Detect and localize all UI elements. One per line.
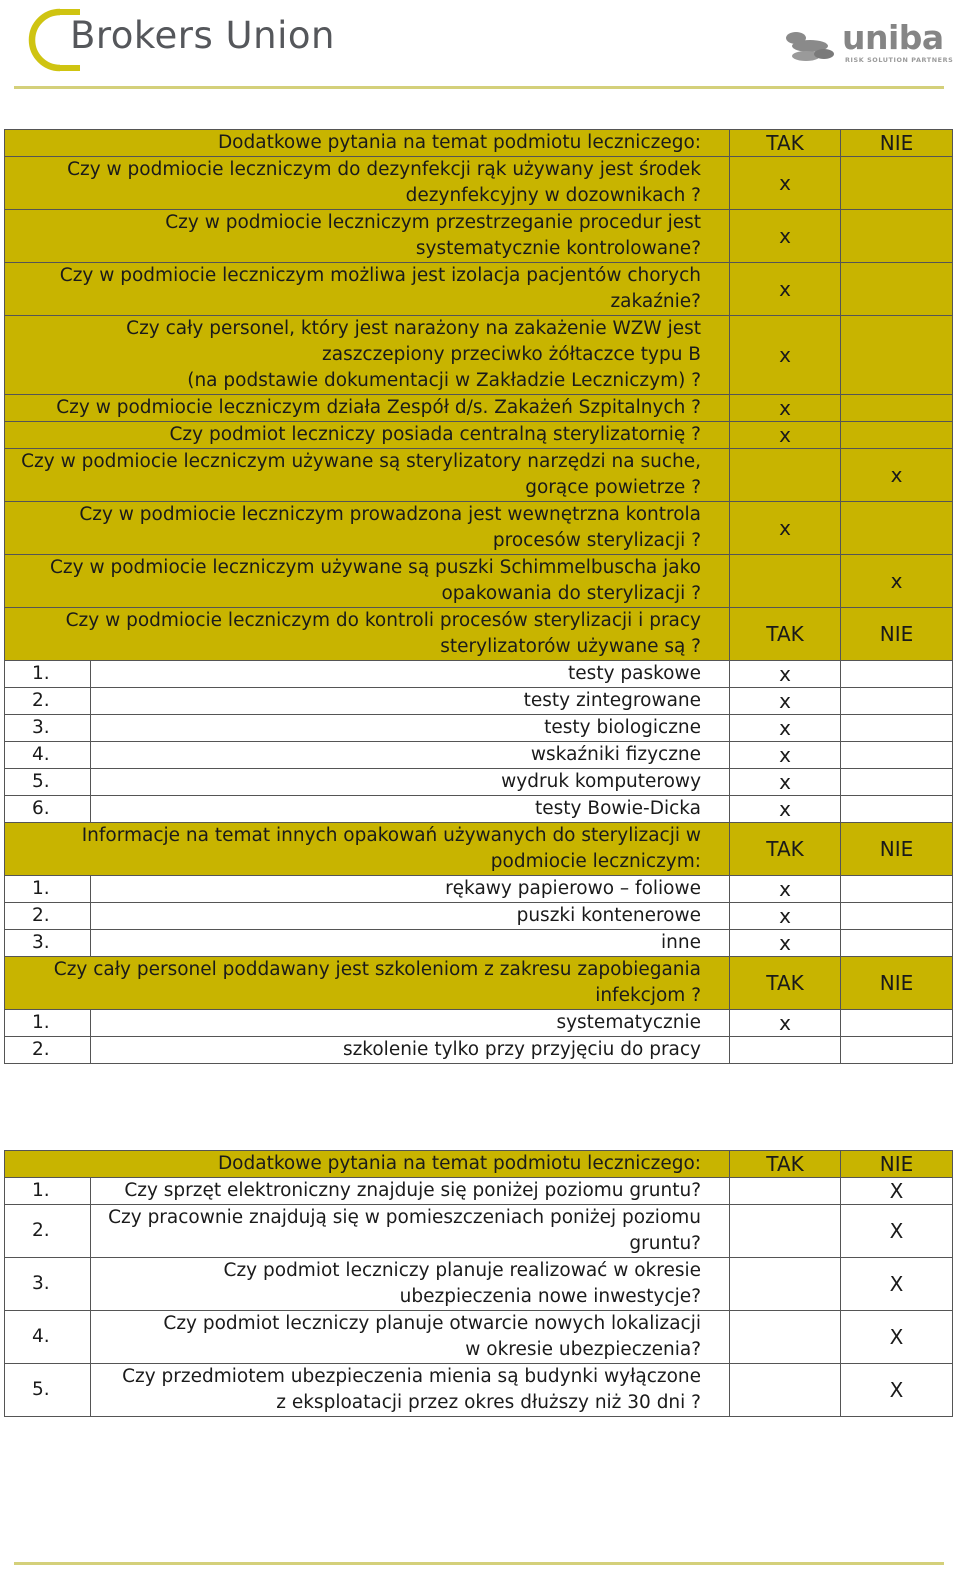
list-item (5, 715, 953, 742)
nie-cell: X (841, 1311, 953, 1364)
question-text (5, 316, 730, 395)
question-line: (na podstawie dokumentacji w Zakładzie Leczniczym) ? (187, 370, 702, 391)
item-label: wydruk komputerowy (91, 769, 730, 796)
question-text (5, 422, 730, 449)
question-row (5, 502, 953, 555)
uniba-tagline: RISK SOLUTION PARTNERS (845, 56, 954, 64)
section-header-row (5, 823, 953, 876)
brokers-union-logo-text: Brokers Union (70, 14, 335, 57)
tak-header: TAK (730, 823, 841, 876)
additional-questions-table (4, 1150, 953, 1417)
tak-header: TAK (730, 957, 841, 1010)
question-text (5, 957, 730, 1010)
list-item (5, 876, 953, 903)
nie-cell: x (841, 555, 953, 608)
nie-cell (841, 1010, 953, 1037)
nie-cell: X (841, 1205, 953, 1258)
nie-cell (841, 769, 953, 796)
item-label: testy zintegrowane (91, 688, 730, 715)
question-text (91, 1205, 730, 1258)
question-text (91, 1178, 730, 1205)
question-row (5, 316, 953, 395)
tak-header: TAK (730, 1151, 841, 1178)
item-number: 3. (5, 715, 91, 742)
question-text (91, 1364, 730, 1417)
tak-cell: x (730, 661, 841, 688)
question-line: Czy podmiot leczniczy planuje realizować w okresie (223, 1260, 702, 1281)
item-number: 2. (5, 903, 91, 930)
nie-cell: x (841, 449, 953, 502)
item-label: inne (91, 930, 730, 957)
nie-header: NIE (841, 608, 953, 661)
question-line: Informacje na temat innych opakowań używanych do sterylizacji w (81, 825, 702, 846)
nie-cell (841, 422, 953, 449)
tak-cell: x (730, 930, 841, 957)
table-title: Dodatkowe pytania na temat podmiotu leczniczego: (5, 1151, 730, 1178)
nie-cell: X (841, 1258, 953, 1311)
nie-cell (841, 715, 953, 742)
tak-cell (730, 1178, 841, 1205)
tak-cell (730, 1311, 841, 1364)
question-text (5, 395, 730, 422)
nie-cell (841, 796, 953, 823)
nie-header: NIE (841, 957, 953, 1010)
question-text (5, 823, 730, 876)
question-row (5, 1258, 953, 1311)
question-line: Czy w podmiocie leczniczym używane są puszki Schimmelbuscha jako (50, 557, 702, 578)
item-number: 4. (5, 742, 91, 769)
question-text (5, 449, 730, 502)
question-text (5, 608, 730, 661)
item-label: wskaźniki fizyczne (91, 742, 730, 769)
item-number: 4. (5, 1311, 91, 1364)
nie-cell (841, 930, 953, 957)
item-label: testy paskowe (91, 661, 730, 688)
uniba-logo-text: uniba (842, 18, 944, 57)
nie-header: NIE (841, 823, 953, 876)
question-line: Czy w podmiocie leczniczym możliwa jest izolacja pacjentów chorych (59, 265, 702, 286)
item-number: 1. (5, 876, 91, 903)
question-line: systematycznie kontrolowane? (415, 238, 702, 259)
tak-cell (730, 1258, 841, 1311)
nie-cell (841, 876, 953, 903)
nie-header: NIE (841, 130, 953, 157)
question-row (5, 555, 953, 608)
question-line: Czy podmiot leczniczy posiada centralną sterylizatornię ? (169, 424, 702, 445)
question-line: Czy w podmiocie leczniczym przestrzeganie procedur jest (165, 212, 702, 233)
tak-cell (730, 1037, 841, 1064)
question-row (5, 157, 953, 210)
question-line: z eksploatacji przez okres dłuższy niż 30 dni ? (276, 1392, 702, 1413)
list-item (5, 903, 953, 930)
table-title: Dodatkowe pytania na temat podmiotu leczniczego: (5, 130, 730, 157)
question-line: infekcjom ? (595, 985, 702, 1006)
item-number: 2. (5, 1205, 91, 1258)
question-line: Czy w podmiocie leczniczym do kontroli procesów sterylizacji i pracy (65, 610, 702, 631)
question-line: zakaźnie? (610, 291, 702, 312)
question-text (5, 555, 730, 608)
question-line: w okresie ubezpieczenia? (465, 1339, 702, 1360)
tak-cell (730, 1364, 841, 1417)
list-item (5, 661, 953, 688)
tak-cell: x (730, 210, 841, 263)
list-item (5, 769, 953, 796)
tak-cell: x (730, 688, 841, 715)
item-number: 2. (5, 688, 91, 715)
question-text (5, 157, 730, 210)
list-item (5, 742, 953, 769)
question-line: sterylizatorów używane są ? (440, 636, 702, 657)
item-label: testy Bowie-Dicka (91, 796, 730, 823)
list-item (5, 688, 953, 715)
nie-cell (841, 742, 953, 769)
item-label: testy biologiczne (91, 715, 730, 742)
question-line: procesów sterylizacji ? (492, 530, 702, 551)
question-line: opakowania do sterylizacji ? (441, 583, 702, 604)
question-line: dezynfekcyjny w dozownikach ? (405, 185, 702, 206)
question-row (5, 1178, 953, 1205)
nie-cell: X (841, 1364, 953, 1417)
question-row (5, 210, 953, 263)
item-number: 1. (5, 1178, 91, 1205)
tak-cell: x (730, 422, 841, 449)
question-row (5, 395, 953, 422)
header-divider (14, 86, 944, 89)
nie-cell (841, 1037, 953, 1064)
nie-cell (841, 688, 953, 715)
tak-cell: x (730, 742, 841, 769)
question-text (5, 502, 730, 555)
tak-cell: x (730, 903, 841, 930)
item-number: 6. (5, 796, 91, 823)
question-line: Czy cały personel, który jest narażony na zakażenie WZW jest (126, 318, 702, 339)
item-label: puszki kontenerowe (91, 903, 730, 930)
item-number: 2. (5, 1037, 91, 1064)
question-row (5, 263, 953, 316)
question-row (5, 1205, 953, 1258)
tak-cell: x (730, 316, 841, 395)
nie-cell (841, 263, 953, 316)
item-number: 5. (5, 769, 91, 796)
question-row (5, 1364, 953, 1417)
tak-cell (730, 449, 841, 502)
item-label: rękawy papierowo – foliowe (91, 876, 730, 903)
tak-header: TAK (730, 130, 841, 157)
item-label: szkolenie tylko przy przyjęciu do pracy (91, 1037, 730, 1064)
nie-header: NIE (841, 1151, 953, 1178)
nie-cell: X (841, 1178, 953, 1205)
question-row (5, 449, 953, 502)
question-line: Czy w podmiocie leczniczym do dezynfekcji rąk używany jest środek (67, 159, 702, 180)
footer-divider (14, 1562, 944, 1565)
question-line: Czy w podmiocie leczniczym prowadzona jest wewnętrzna kontrola (79, 504, 702, 525)
question-line: Czy w podmiocie leczniczym działa Zespół d/s. Zakażeń Szpitalnych ? (56, 397, 702, 418)
item-number: 3. (5, 1258, 91, 1311)
nie-cell (841, 395, 953, 422)
tak-cell (730, 1205, 841, 1258)
tak-cell: x (730, 157, 841, 210)
table-header-row (5, 130, 953, 157)
question-line: podmiocie leczniczym: (490, 851, 702, 872)
item-number: 3. (5, 930, 91, 957)
question-line: Czy w podmiocie leczniczym używane są sterylizatory narzędzi na suche, (21, 451, 702, 472)
list-item (5, 796, 953, 823)
tak-cell: x (730, 876, 841, 903)
question-text (5, 263, 730, 316)
tak-header: TAK (730, 608, 841, 661)
section-header-row (5, 608, 953, 661)
list-item (5, 1010, 953, 1037)
page-header (0, 0, 960, 95)
tak-cell: x (730, 1010, 841, 1037)
nie-cell (841, 210, 953, 263)
infection-control-table (4, 129, 953, 1064)
nie-cell (841, 903, 953, 930)
list-item (5, 1037, 953, 1064)
tak-cell (730, 555, 841, 608)
question-line: zaszczepiony przeciwko żółtaczce typu B (322, 344, 702, 365)
question-text (91, 1258, 730, 1311)
tak-cell: x (730, 502, 841, 555)
question-line: Czy sprzęt elektroniczny znajduje się poniżej poziomu gruntu? (124, 1180, 702, 1201)
tak-cell: x (730, 715, 841, 742)
tak-cell: x (730, 263, 841, 316)
question-line: Czy podmiot leczniczy planuje otwarcie nowych lokalizacji (163, 1313, 702, 1334)
question-line: ubezpieczenia nowe inwestycje? (399, 1286, 702, 1307)
question-line: Czy cały personel poddawany jest szkoleniom z zakresu zapobiegania (53, 959, 702, 980)
question-line: Czy pracownie znajdują się w pomieszczeniach poniżej poziomu (108, 1207, 702, 1228)
tak-cell: x (730, 395, 841, 422)
nie-cell (841, 157, 953, 210)
list-item (5, 930, 953, 957)
question-row (5, 1311, 953, 1364)
question-text (91, 1311, 730, 1364)
question-text (5, 210, 730, 263)
tak-cell: x (730, 796, 841, 823)
nie-cell (841, 316, 953, 395)
table-header-row (5, 1151, 953, 1178)
question-line: Czy przedmiotem ubezpieczenia mienia są budynki wyłączone (122, 1366, 702, 1387)
section-header-row (5, 957, 953, 1010)
question-row (5, 422, 953, 449)
question-line: gorące powietrze ? (525, 477, 702, 498)
nie-cell (841, 502, 953, 555)
item-number: 1. (5, 1010, 91, 1037)
item-number: 1. (5, 661, 91, 688)
nie-cell (841, 661, 953, 688)
item-label: systematycznie (91, 1010, 730, 1037)
question-line: gruntu? (629, 1233, 702, 1254)
item-number: 5. (5, 1364, 91, 1417)
tak-cell: x (730, 769, 841, 796)
